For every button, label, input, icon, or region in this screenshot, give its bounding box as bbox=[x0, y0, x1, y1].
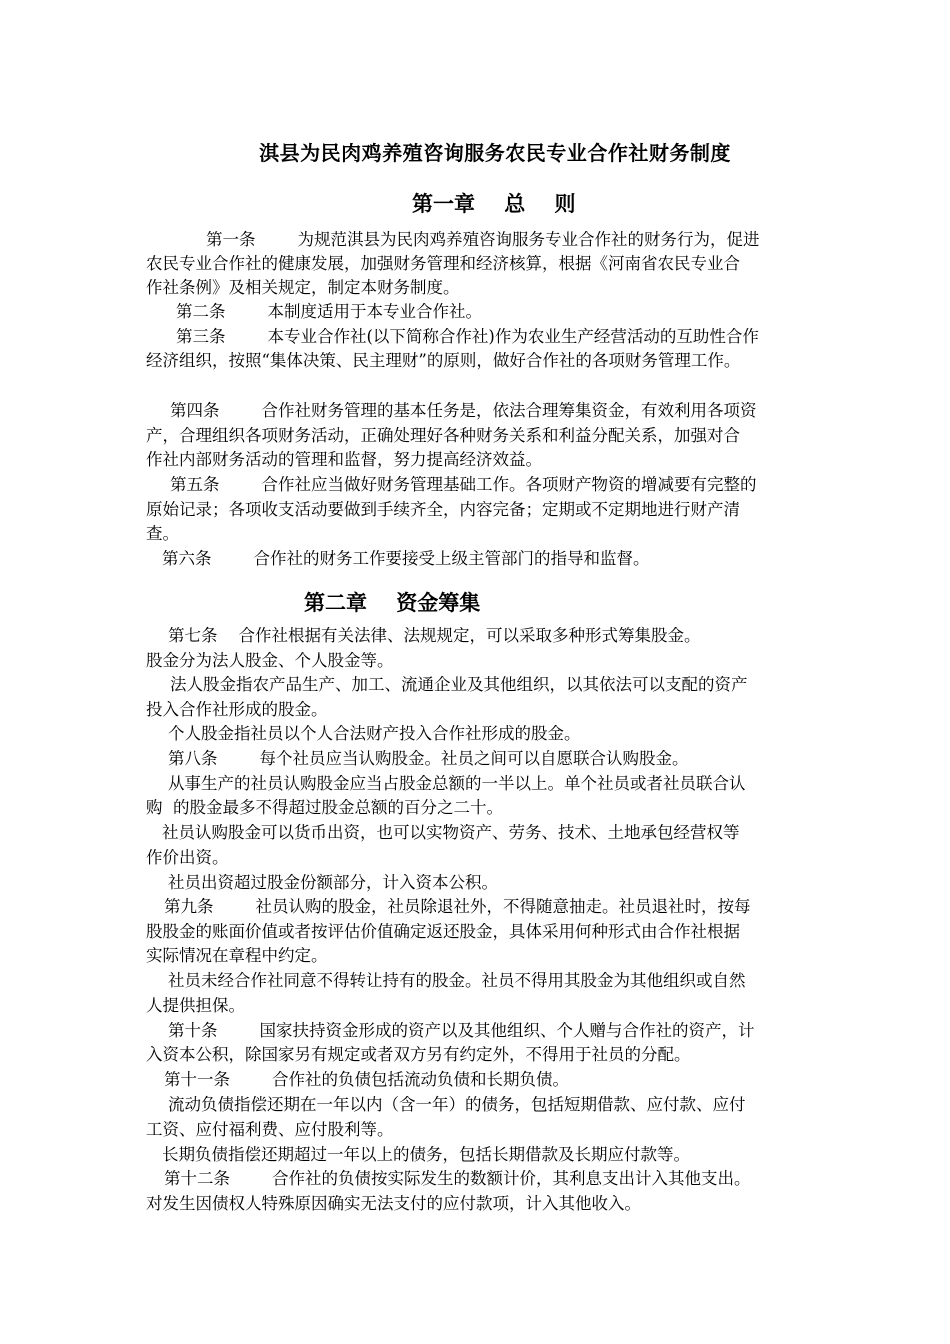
text-line: 流动负债指偿还期在一年以内（含一年）的债务，包括短期借款、应付款、应付 bbox=[168, 1095, 746, 1114]
text-line: 第五条 合作社应当做好财务管理基础工作。各项财产物资的增减要有完整的 bbox=[170, 475, 757, 494]
text-line: 第三条 本专业合作社(以下简称合作社)作为农业生产经营活动的互助性合作 bbox=[176, 327, 759, 346]
text-line: 长期负债指偿还期超过一年以上的债务，包括长期借款及长期应付款等。 bbox=[162, 1145, 690, 1164]
text-line: 第十条 国家扶持资金形成的资产以及其他组织、个人赠与合作社的资产，计 bbox=[168, 1021, 755, 1040]
text-line: 农民专业合作社的健康发展，加强财务管理和经济核算，根据《河南省农民专业合 bbox=[146, 254, 740, 273]
text-line: 第九条 社员认购的股金，社员除退社外，不得随意抽走。社员退社时，按每 bbox=[164, 897, 751, 916]
text-line: 社员未经合作社同意不得转让持有的股金。社员不得用其股金为其他组织或自然 bbox=[168, 971, 746, 990]
text-line: 社员出资超过股金份额部分，计入资本公积。 bbox=[168, 873, 498, 892]
text-line: 第一条 为规范淇县为民肉鸡养殖咨询服务专业合作社的财务行为，促进 bbox=[206, 230, 760, 249]
text-line: 社员认购股金可以货币出资，也可以实物资产、劳务、技术、土地承包经营权等 bbox=[162, 823, 740, 842]
text-line: 工资、应付福利费、应付股利等。 bbox=[146, 1120, 394, 1139]
text-line: 对发生因债权人特殊原因确实无法支付的应付款项，计入其他收入。 bbox=[146, 1194, 641, 1213]
text-line: 作社条例》及相关规定，制定本财务制度。 bbox=[146, 278, 460, 297]
text-line: 第十二条 合作社的负债按实际发生的数额计价，其利息支出计入其他支出。 bbox=[164, 1169, 751, 1188]
text-line: 人提供担保。 bbox=[146, 996, 245, 1015]
chapter-heading: 第一章 总 则 bbox=[412, 191, 576, 216]
text-line: 个人股金指社员以个人合法财产投入合作社形成的股金。 bbox=[168, 724, 581, 743]
text-line: 作社内部财务活动的管理和监督，努力提高经济效益。 bbox=[146, 450, 542, 469]
chapter-heading: 第二章 资金筹集 bbox=[304, 590, 481, 615]
text-line: 经济组织，按照“集体决策、民主理财”的原则，做好合作社的各项财务管理工作。 bbox=[146, 351, 741, 370]
text-line: 作价出资。 bbox=[146, 848, 229, 867]
text-line: 股股金的账面价值或者按评估价值确定返还股金，具体采用何种形式由合作社根据 bbox=[146, 922, 740, 941]
text-line: 第二条 本制度适用于本专业合作社。 bbox=[176, 302, 482, 321]
text-line: 入资本公积，除国家另有规定或者双方另有约定外，不得用于社员的分配。 bbox=[146, 1045, 691, 1064]
text-line: 第四条 合作社财务管理的基本任务是，依法合理筹集资金，有效利用各项资 bbox=[170, 401, 757, 420]
text-line: 实际情况在章程中约定。 bbox=[146, 946, 328, 965]
text-line: 第十一条 合作社的负债包括流动负债和长期负债。 bbox=[164, 1070, 569, 1089]
text-line: 查。 bbox=[146, 524, 179, 543]
text-line: 从事生产的社员认购股金应当占股金总额的一半以上。单个社员或者社员联合认 bbox=[168, 774, 746, 793]
text-line: 产，合理组织各项财务活动，正确处理好各种财务关系和利益分配关系，加强对合 bbox=[146, 426, 740, 445]
text-line: 购 的股金最多不得超过股金总额的百分之二十。 bbox=[146, 798, 503, 817]
text-line: 法人股金指农产品生产、加工、流通企业及其他组织，以其依法可以支配的资产 bbox=[170, 675, 748, 694]
text-line: 股金分为法人股金、个人股金等。 bbox=[146, 651, 394, 670]
text-line: 第七条 合作社根据有关法律、法规规定，可以采取多种形式筹集股金。 bbox=[168, 626, 701, 645]
text-line: 第六条 合作社的财务工作要接受上级主管部门的指导和监督。 bbox=[162, 549, 650, 568]
text-line: 第八条 每个社员应当认购股金。社员之间可以自愿联合认购股金。 bbox=[168, 749, 689, 768]
text-line: 原始记录；各项收支活动要做到手续齐全，内容完备；定期或不定期地进行财产清 bbox=[146, 500, 740, 519]
text-line: 投入合作社形成的股金。 bbox=[146, 700, 328, 719]
document-title: 淇县为民肉鸡养殖咨询服务农民专业合作社财务制度 bbox=[259, 141, 731, 165]
